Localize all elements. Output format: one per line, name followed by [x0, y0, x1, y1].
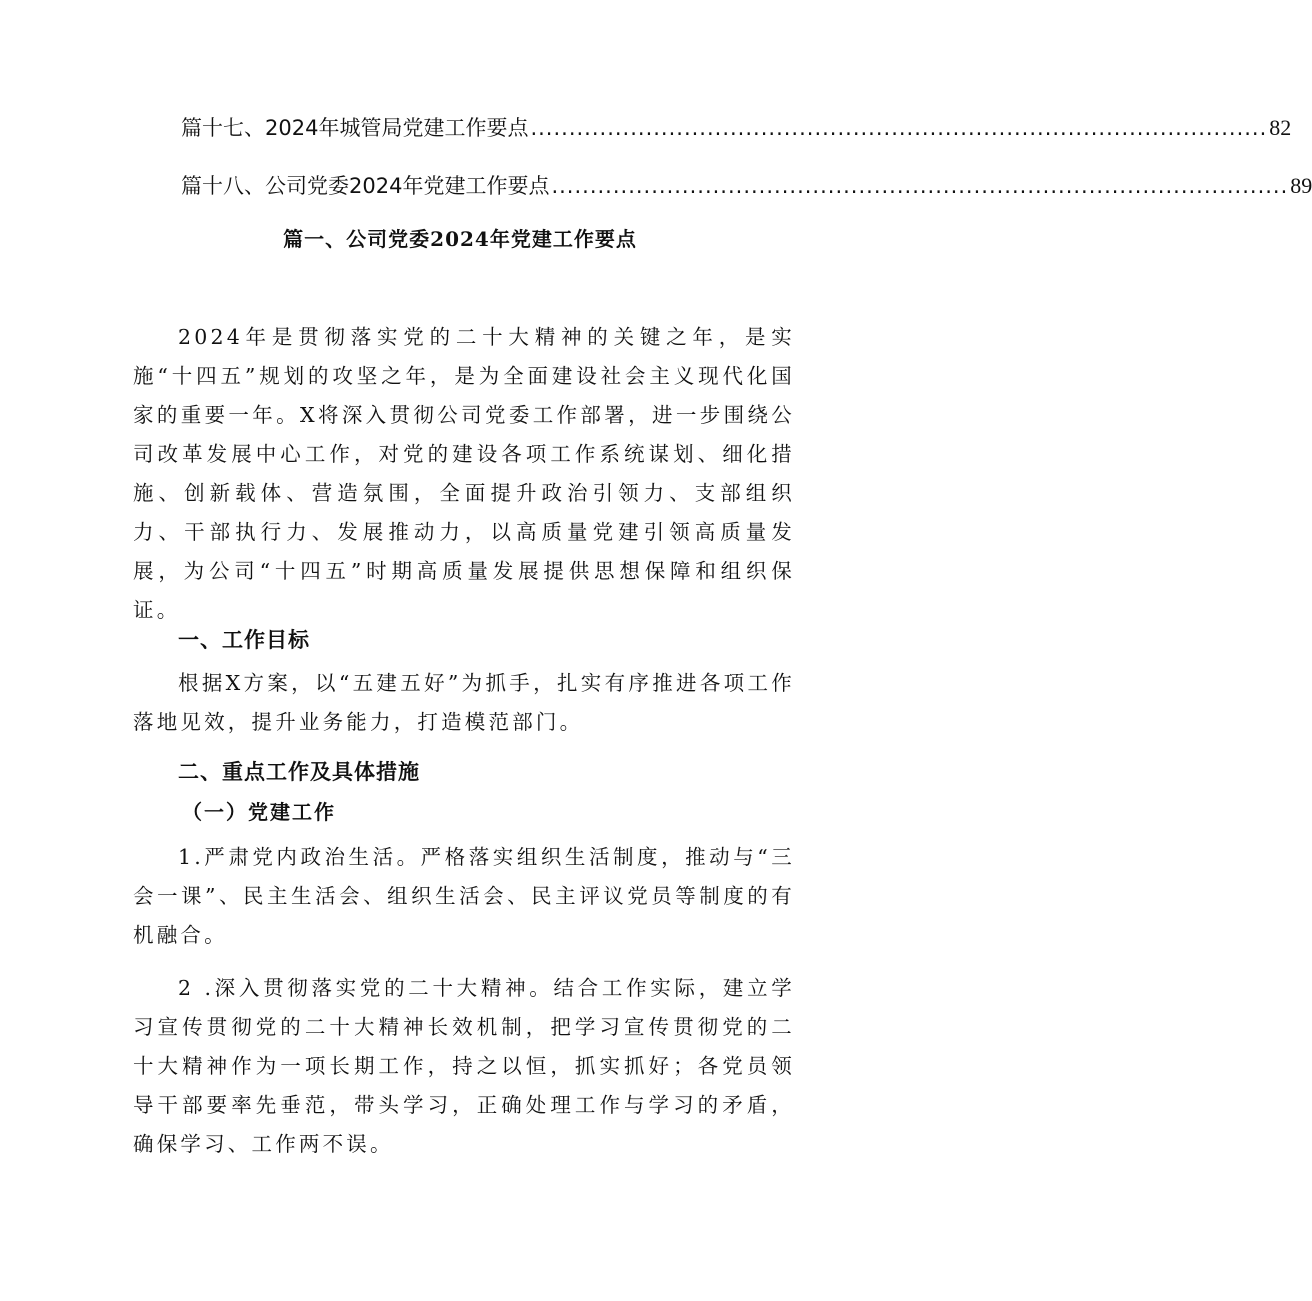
subheading-party-building: （一）党建工作 — [182, 800, 336, 824]
toc-leader-dots: ................................................................................................ — [530, 116, 1268, 140]
intro-paragraph: 2024年是贯彻落实党的二十大精神的关键之年，是实施“十四五”规划的攻坚之年，是为全面建设社会主义现代化国家的重要一年。X将深入贯彻公司党委工作部署，进一步围绕公司改革发展中心工作，对党的建设各项工作系统谋划、细化措施、创新载体、营造氛围，全面提升政治引领力、支部组织力、干部执行力、发展推动力，以高质量党建引领高质量发展，为公司“十四五”时期高质量发展提供思想保障和组织保证。 — [133, 325, 795, 622]
toc-entry-title: 篇十八、公司党委2024年党建工作要点 — [181, 174, 550, 198]
toc-leader-dots: ................................................................................................ — [551, 174, 1289, 198]
list-item: 1.严肃党内政治生活。严格落实组织生活制度，推动与“三会一课”、民主生活会、组织生活会、民主评议党员等制度的有机融合。 — [133, 845, 795, 947]
toc-entry-title: 篇十七、2024年城管局党建工作要点 — [181, 116, 529, 140]
list-item: 2 .深入贯彻落实党的二十大精神。结合工作实际，建立学习宣传贯彻党的二十大精神长效机制，把学习宣传贯彻党的二十大精神作为一项长期工作，持之以恒，抓实抓好；各党员领导干部要率先垂范，带头学习，正确处理工作与学习的矛盾，确保学习、工作两不误。 — [133, 976, 795, 1156]
toc-page-number: 82 — [1269, 115, 1292, 140]
toc-entry[interactable] — [181, 113, 1292, 143]
toc-page-number: 89 — [1290, 173, 1312, 198]
goals-paragraph: 根据X方案，以“五建五好”为抓手，扎实有序推进各项工作落地见效，提升业务能力，打造模范部门。 — [133, 671, 795, 734]
heading-key-work: 二、重点工作及具体措施 — [178, 760, 420, 784]
section-title: 篇一、公司党委2024年党建工作要点 — [283, 227, 637, 251]
heading-work-goals: 一、工作目标 — [178, 628, 310, 652]
toc-entry[interactable] — [181, 171, 1312, 201]
